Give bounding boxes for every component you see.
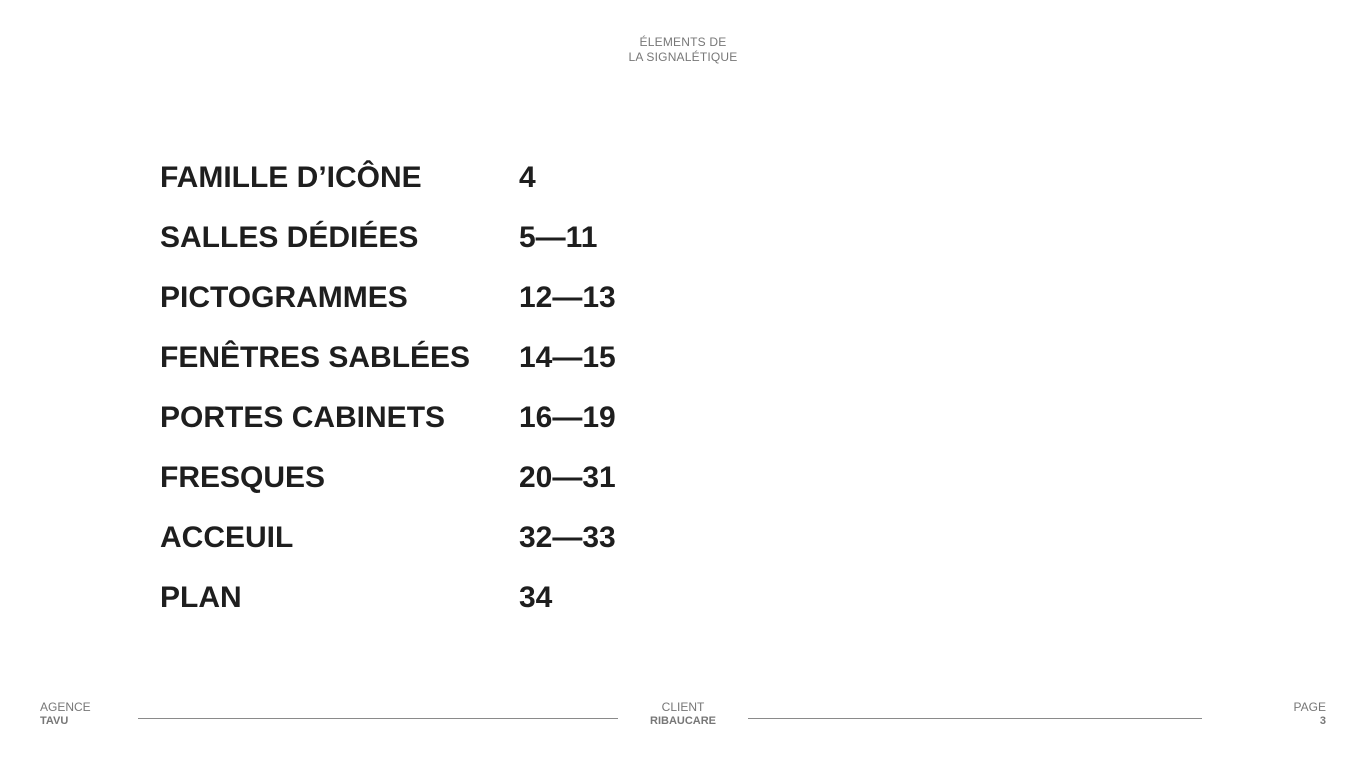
toc-entry-pages: 16—19 xyxy=(519,401,616,434)
toc-entry-title: FENÊTRES SABLÉES xyxy=(160,341,471,374)
footer-page xyxy=(1294,700,1326,728)
toc-entry-title: PLAN xyxy=(160,581,242,614)
footer-agency-label: AGENCE xyxy=(40,700,91,714)
toc-entry-pages: 4 xyxy=(519,161,536,194)
footer-page-label: PAGE xyxy=(1293,700,1326,714)
toc-entry xyxy=(160,448,760,508)
header-line-1: ÉLEMENTS DE xyxy=(639,35,727,49)
toc-entry-title: ACCEUIL xyxy=(160,521,294,554)
footer-client xyxy=(583,700,783,728)
toc-entry xyxy=(160,148,760,208)
footer-divider-left xyxy=(138,718,618,719)
toc-entry-title: PORTES CABINETS xyxy=(160,401,446,434)
toc-entry-pages: 20—31 xyxy=(519,461,616,494)
footer-agency xyxy=(40,700,91,728)
toc-entry xyxy=(160,208,760,268)
footer-agency-value: TAVU xyxy=(40,715,69,727)
footer-client-value: RIBAUCARE xyxy=(650,715,716,727)
table-of-contents xyxy=(160,148,760,628)
toc-entry-pages: 32—33 xyxy=(519,521,616,554)
toc-entry-pages: 12—13 xyxy=(519,281,616,314)
toc-entry xyxy=(160,388,760,448)
header-line-2: LA SIGNALÉTIQUE xyxy=(628,50,738,64)
toc-entry xyxy=(160,508,760,568)
toc-entry-title: SALLES DÉDIÉES xyxy=(160,221,419,254)
toc-entry-pages: 14—15 xyxy=(519,341,616,374)
toc-entry-pages: 5—11 xyxy=(519,221,598,254)
toc-entry-pages: 34 xyxy=(519,581,553,614)
toc-entry xyxy=(160,268,760,328)
page-header xyxy=(0,35,1366,65)
toc-entry-title: FAMILLE D’ICÔNE xyxy=(160,161,422,194)
toc-entry xyxy=(160,328,760,388)
footer-page-number: 3 xyxy=(1319,715,1326,727)
footer-client-label: CLIENT xyxy=(661,700,705,714)
toc-entry xyxy=(160,568,760,628)
toc-entry-title: FRESQUES xyxy=(160,461,326,494)
footer-divider-right xyxy=(748,718,1202,719)
toc-entry-title: PICTOGRAMMES xyxy=(160,281,408,314)
